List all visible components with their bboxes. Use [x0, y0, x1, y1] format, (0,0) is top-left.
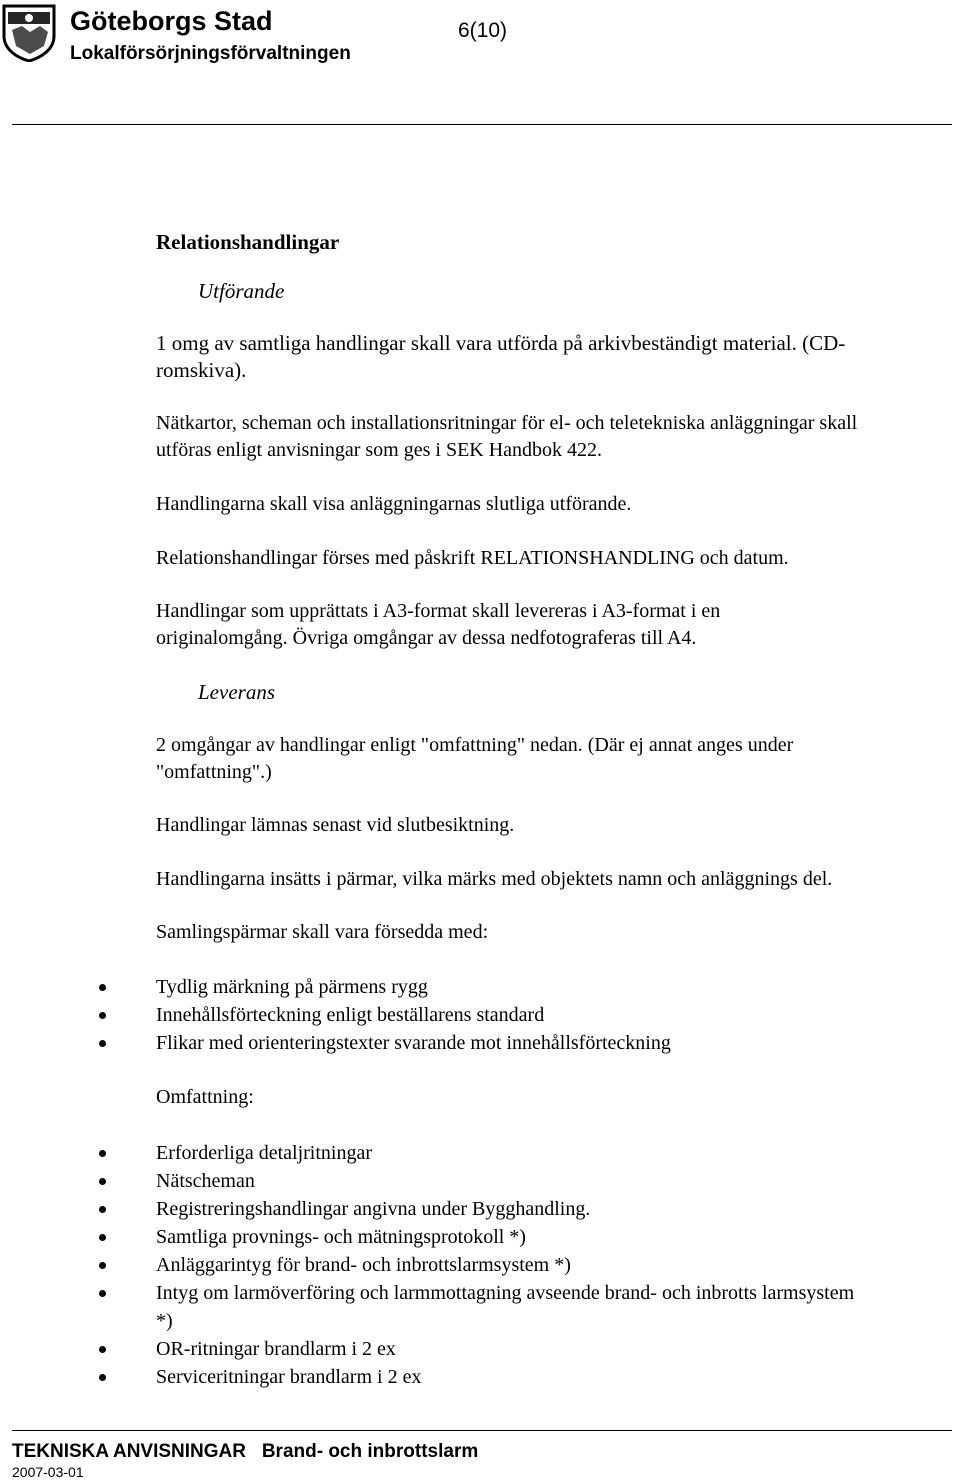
list-item: Serviceritningar brandlarm i 2 ex [96, 1363, 896, 1391]
department-name: Lokalförsörjningsförvaltningen [70, 43, 351, 64]
list-item: Flikar med orienteringstexter svarande mot innehållsförteckning [96, 1029, 896, 1057]
paragraph: Handlingar som upprättats i A3-format skall levereras i A3-format i en originalomgång. Övriga omgångar av dessa nedfotograferas till A4. [156, 600, 721, 649]
city-crest-logo [0, 2, 58, 62]
paragraph: Relationshandlingar förses med påskrift RELATIONSHANDLING och datum. [156, 547, 789, 569]
bullet-icon [99, 1206, 106, 1213]
footer-title: TEKNISKA ANVISNINGAR Brand- och inbrottslarm [12, 1441, 479, 1462]
list-item: Erforderliga detaljritningar [96, 1139, 896, 1167]
header-divider [12, 124, 952, 125]
bullet-icon [99, 1178, 106, 1185]
bullet-icon [99, 1012, 106, 1019]
bullet-icon [99, 1290, 106, 1297]
page-number: 6(10) [458, 19, 508, 42]
list-item: Nätscheman [96, 1167, 896, 1195]
omfattning-list [96, 1139, 896, 1391]
paragraph: 2 omgångar av handlingar enligt "omfattning" nedan. (Där ej annat anges under "omfattning".) [156, 734, 794, 783]
org-name: Göteborgs Stad [70, 6, 273, 36]
list-item: Anläggarintyg för brand- och inbrottslarmsystem *) [96, 1251, 896, 1279]
list-item: Innehållsförteckning enligt beställarens standard [96, 1001, 896, 1029]
paragraph: Nätkartor, scheman och installationsritningar för el- och teletekniska anläggningar skall utföras enligt anvisningar som ges i SEK Handbok 422. [156, 412, 858, 461]
bullet-icon [99, 1346, 106, 1353]
footer-divider [12, 1430, 952, 1431]
bullet-icon [99, 984, 106, 991]
paragraph: 1 omg av samtliga handlingar skall vara utförda på arkivbeständigt material. (CD-romskiva). [156, 331, 846, 382]
bullet-icon [99, 1262, 106, 1269]
paragraph: Handlingarna insätts i pärmar, vilka märks med objektets namn och anläggnings del. [156, 868, 833, 890]
paragraph: Handlingar lämnas senast vid slutbesiktning. [156, 814, 515, 836]
list-item: OR-ritningar brandlarm i 2 ex [96, 1335, 896, 1363]
subhead-utforande: Utförande [198, 279, 285, 303]
bullet-icon [99, 1234, 106, 1241]
list-item: Intyg om larmöverföring och larmmottagning avseende brand- och inbrotts larmsystem *) [96, 1279, 856, 1335]
bullet-icon [99, 1040, 106, 1047]
omfattning-label: Omfattning: [156, 1086, 254, 1108]
list-item: Samtliga provnings- och mätningsprotokoll *) [96, 1223, 896, 1251]
section-title: Relationshandlingar [156, 230, 340, 254]
bullet-icon [99, 1150, 106, 1157]
paragraph: Samlingspärmar skall vara försedda med: [156, 921, 489, 943]
subhead-leverans: Leverans [198, 680, 275, 704]
paragraph: Handlingarna skall visa anläggningarnas slutliga utförande. [156, 493, 632, 515]
bullet-icon [99, 1374, 106, 1381]
list-item: Tydlig märkning på pärmens rygg [96, 973, 896, 1001]
list-item: Registreringshandlingar angivna under Bygghandling. [96, 1195, 896, 1223]
binder-requirements-list [96, 973, 896, 1057]
footer-date: 2007-03-01 [12, 1464, 84, 1480]
